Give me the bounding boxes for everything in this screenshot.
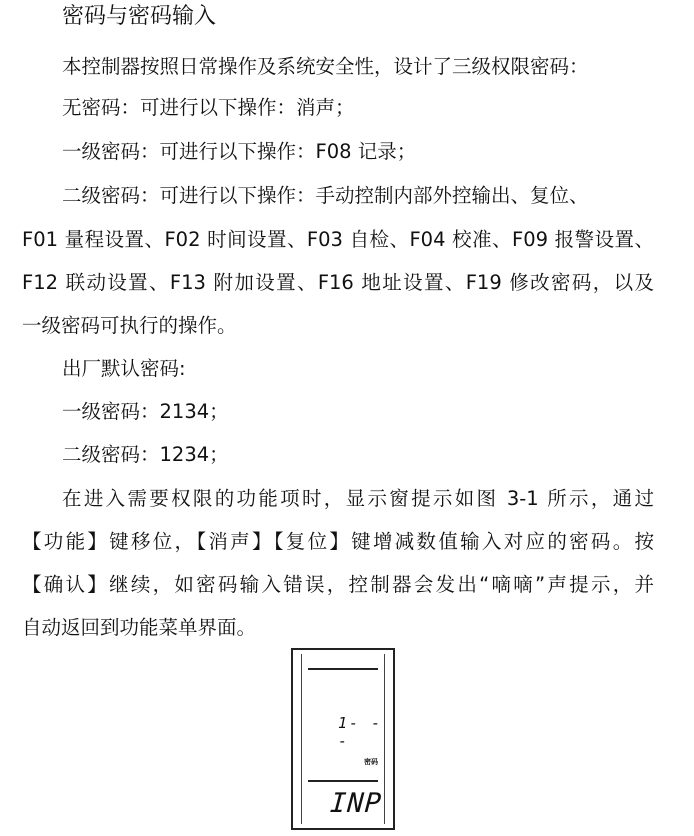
section-heading: 密码与密码输入 [62, 4, 217, 29]
paragraph-level2-default: 二级密码：1234； [62, 443, 229, 466]
display-panel [301, 654, 385, 824]
display-divider-rule [308, 780, 378, 782]
paragraph-default-password: 出厂默认密码: [62, 357, 186, 380]
paragraph-intro: 本控制器按照日常操作及系统安全性，设计了三级权限密码： [62, 55, 589, 78]
upper-digit-readout: 1- - - [338, 714, 383, 750]
paragraph-entry-line4: 自动返回到功能菜单界面。 [22, 616, 257, 639]
password-indicator-label: 密码 [364, 758, 378, 766]
paragraph-level2-line1: 二级密码：可进行以下操作：手动控制内部外控输出、复位、 [62, 184, 589, 207]
paragraph-no-password: 无密码：可进行以下操作：消声； [62, 96, 355, 119]
paragraph-level1-default: 一级密码：2134； [62, 400, 229, 423]
display-top-rule [308, 668, 378, 670]
lower-lcd-readout: INP [328, 788, 383, 819]
paragraph-level1: 一级密码：可进行以下操作：F08 记录； [62, 140, 417, 163]
paragraph-entry-line3: 【确认】继续，如密码输入错误，控制器会发出“嘀嘀”声提示，并 [22, 573, 654, 596]
paragraph-level2-line4: 一级密码可执行的操作。 [22, 314, 237, 337]
display-window-figure [291, 648, 395, 830]
paragraph-entry-line2: 【功能】键移位，【消声】【复位】键增减数值输入对应的密码。按 [22, 530, 654, 553]
paragraph-level2-line3: F12 联动设置、F13 附加设置、F16 地址设置、F19 修改密码，以及 [22, 271, 654, 294]
paragraph-level2-line2: F01 量程设置、F02 时间设置、F03 自检、F04 校准、F09 报警设置、 [22, 228, 654, 251]
paragraph-entry-line1: 在进入需要权限的功能项时，显示窗提示如图 3-1 所示，通过 [62, 487, 654, 510]
